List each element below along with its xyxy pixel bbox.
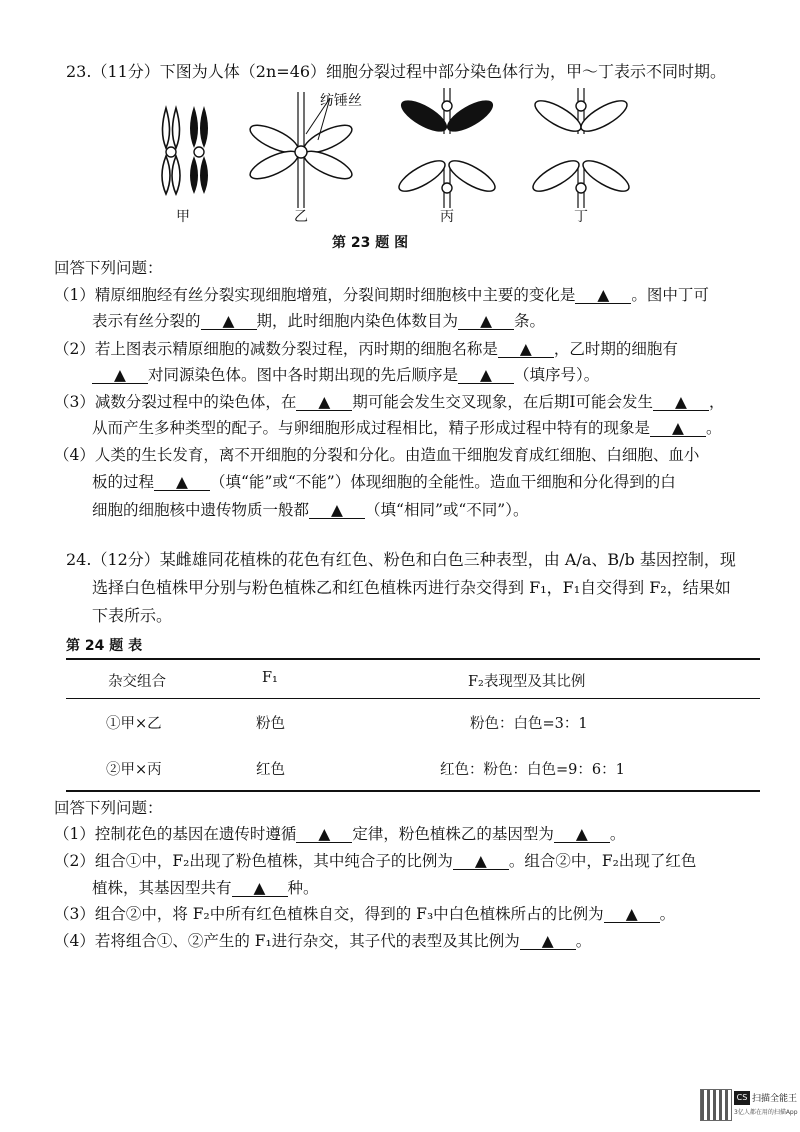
q23-line-8 <box>92 472 676 492</box>
text: ，乙时期的细胞有 <box>553 340 678 358</box>
answer-blank[interactable]: ▲ <box>296 826 352 843</box>
watermark-brand: 扫描全能王 <box>752 1094 798 1104</box>
q23-figure <box>150 84 630 232</box>
q23-line-9 <box>92 500 528 520</box>
table-row-1-cross: ①甲×乙 <box>106 716 162 732</box>
answer-blank[interactable]: ▲ <box>604 906 660 923</box>
table-caption: 第 24 题 表 <box>66 638 143 654</box>
text: ， <box>709 393 725 411</box>
q24-line-4 <box>54 904 675 924</box>
figure-label-jia: 甲 <box>176 209 190 225</box>
text: 。图中丁可 <box>631 286 709 304</box>
scanner-watermark <box>700 1089 796 1123</box>
table-row-2-cross: ②甲×丙 <box>106 762 162 778</box>
camscanner-logo: CS <box>734 1091 750 1105</box>
text: 。组合②中，F₂出现了红色 <box>508 852 697 870</box>
answer-blank[interactable]: ▲ <box>309 502 365 519</box>
text: （4）若将组合①、②产生的 F₁进行杂交，其子代的表型及其比例为 <box>54 932 520 950</box>
text: 表示有丝分裂的 <box>92 312 201 330</box>
q24-line-1 <box>54 824 625 844</box>
answer-blank[interactable]: ▲ <box>453 853 509 870</box>
q23-prompt: 回答下列问题： <box>54 259 163 277</box>
figure-label-ding: 丁 <box>574 209 588 225</box>
text: 期可能会发生交叉现象，在后期Ⅰ可能会发生 <box>352 393 653 411</box>
text: （填序号）。 <box>514 366 600 384</box>
text: （4）人类的生长发育，离不开细胞的分裂和分化。由造血干细胞发育成红细胞、白细胞、血小 <box>54 446 700 464</box>
table-row-1-f2: 粉色：白色=3：1 <box>470 716 588 732</box>
q23-line-1 <box>54 285 709 305</box>
text: 从而产生多种类型的配子。与卵细胞形成过程相比，精子形成过程中特有的现象是 <box>92 419 651 437</box>
chromosome-ding <box>529 88 630 208</box>
q23-line-6 <box>92 418 722 438</box>
table-header-cross: 杂交组合 <box>108 674 166 690</box>
text: 板的过程 <box>92 473 155 491</box>
text: 植株，其基因型共有 <box>92 879 232 897</box>
text: （2）若上图表示精原细胞的减数分裂过程，丙时期的细胞名称是 <box>54 340 498 358</box>
answer-blank[interactable]: ▲ <box>520 933 576 950</box>
table-row-2-f1: 红色 <box>256 762 285 778</box>
table-row-2-f2: 红色：粉色：白色=9：6：1 <box>440 762 625 778</box>
answer-blank[interactable]: ▲ <box>154 474 210 491</box>
q23-title: 23.（11分）下图为人体（2n=46）细胞分裂过程中部分染色体行为，甲～丁表示不同时期。 <box>66 62 727 81</box>
q24-line-3 <box>92 878 319 898</box>
figure-label-bing: 丙 <box>440 209 454 225</box>
table-row-1-f1: 粉色 <box>256 716 285 732</box>
text: 期，此时细胞内染色体数目为 <box>256 312 459 330</box>
text: （1）精原细胞经有丝分裂实现细胞增殖，分裂间期时细胞核中主要的变化是 <box>54 286 576 304</box>
table-header-f1: F₁ <box>262 670 278 686</box>
spindle-label: 纺锤丝 <box>320 93 362 109</box>
answer-blank[interactable]: ▲ <box>498 341 554 358</box>
table-bottom-rule <box>66 790 760 792</box>
chromosome-bing <box>395 88 499 208</box>
qr-code-icon <box>700 1089 732 1121</box>
text: （3）减数分裂过程中的染色体，在 <box>54 393 297 411</box>
answer-blank[interactable]: ▲ <box>650 420 706 437</box>
q23-line-5 <box>54 392 725 412</box>
figure-label-yi: 乙 <box>294 209 308 225</box>
text: 。 <box>659 905 676 923</box>
text: 定律，粉色植株乙的基因型为 <box>352 825 554 843</box>
text: 对同源染色体。图中各时期出现的先后顺序是 <box>148 366 459 384</box>
figure-caption: 第 23 题 图 <box>332 235 409 251</box>
text: 。 <box>706 419 722 437</box>
answer-blank[interactable]: ▲ <box>458 367 514 384</box>
text: 细胞的细胞核中遗传物质一般都 <box>92 501 310 519</box>
table-header-rule <box>66 698 760 699</box>
text: 条。 <box>514 312 546 330</box>
answer-blank[interactable]: ▲ <box>653 394 709 411</box>
text: （3）组合②中，将 F₂中所有红色植株自交，得到的 F₃中白色植株所占的比例为 <box>54 905 604 923</box>
answer-blank[interactable]: ▲ <box>92 367 148 384</box>
answer-blank[interactable]: ▲ <box>575 287 631 304</box>
text: （2）组合①中，F₂出现了粉色植株，其中纯合子的比例为 <box>54 852 453 870</box>
q24-line-5 <box>54 931 591 951</box>
text: （填“能”或“不能”）体现细胞的全能性。造血干细胞和分化得到的白 <box>210 473 676 491</box>
table-top-rule <box>66 658 760 660</box>
text: （填“相同”或“不同”）。 <box>365 501 529 519</box>
q23-line-2 <box>92 311 545 331</box>
text: 种。 <box>287 879 319 897</box>
answer-blank[interactable]: ▲ <box>201 313 257 330</box>
q23-line-7 <box>54 445 699 465</box>
watermark-subtitle: 3亿人都在用的扫描App <box>734 1109 798 1116</box>
q23-line-3 <box>54 339 678 359</box>
text: 。 <box>575 932 592 950</box>
q24-title-3: 下表所示。 <box>92 606 173 625</box>
answer-blank[interactable]: ▲ <box>232 880 288 897</box>
answer-blank[interactable]: ▲ <box>554 826 610 843</box>
table-header-f2: F₂表现型及其比例 <box>468 674 586 690</box>
q24-line-2 <box>54 851 696 871</box>
text: （1）控制花色的基因在遗传时遵循 <box>54 825 297 843</box>
q23-line-4 <box>92 365 599 385</box>
q24-title-1: 24.（12分）某雌雄同花植株的花色有红色、粉色和白色三种表型，由 A/a、B/b 基因控制，现 <box>66 550 736 569</box>
answer-blank[interactable]: ▲ <box>296 394 352 411</box>
q24-prompt: 回答下列问题： <box>54 799 163 817</box>
answer-blank[interactable]: ▲ <box>458 313 514 330</box>
q24-title-2: 选择白色植株甲分别与粉色植株乙和红色植株丙进行杂交得到 F₁，F₁自交得到 F₂，结果如 <box>92 578 731 597</box>
text: 。 <box>609 825 626 843</box>
chromosome-jia <box>162 106 208 194</box>
